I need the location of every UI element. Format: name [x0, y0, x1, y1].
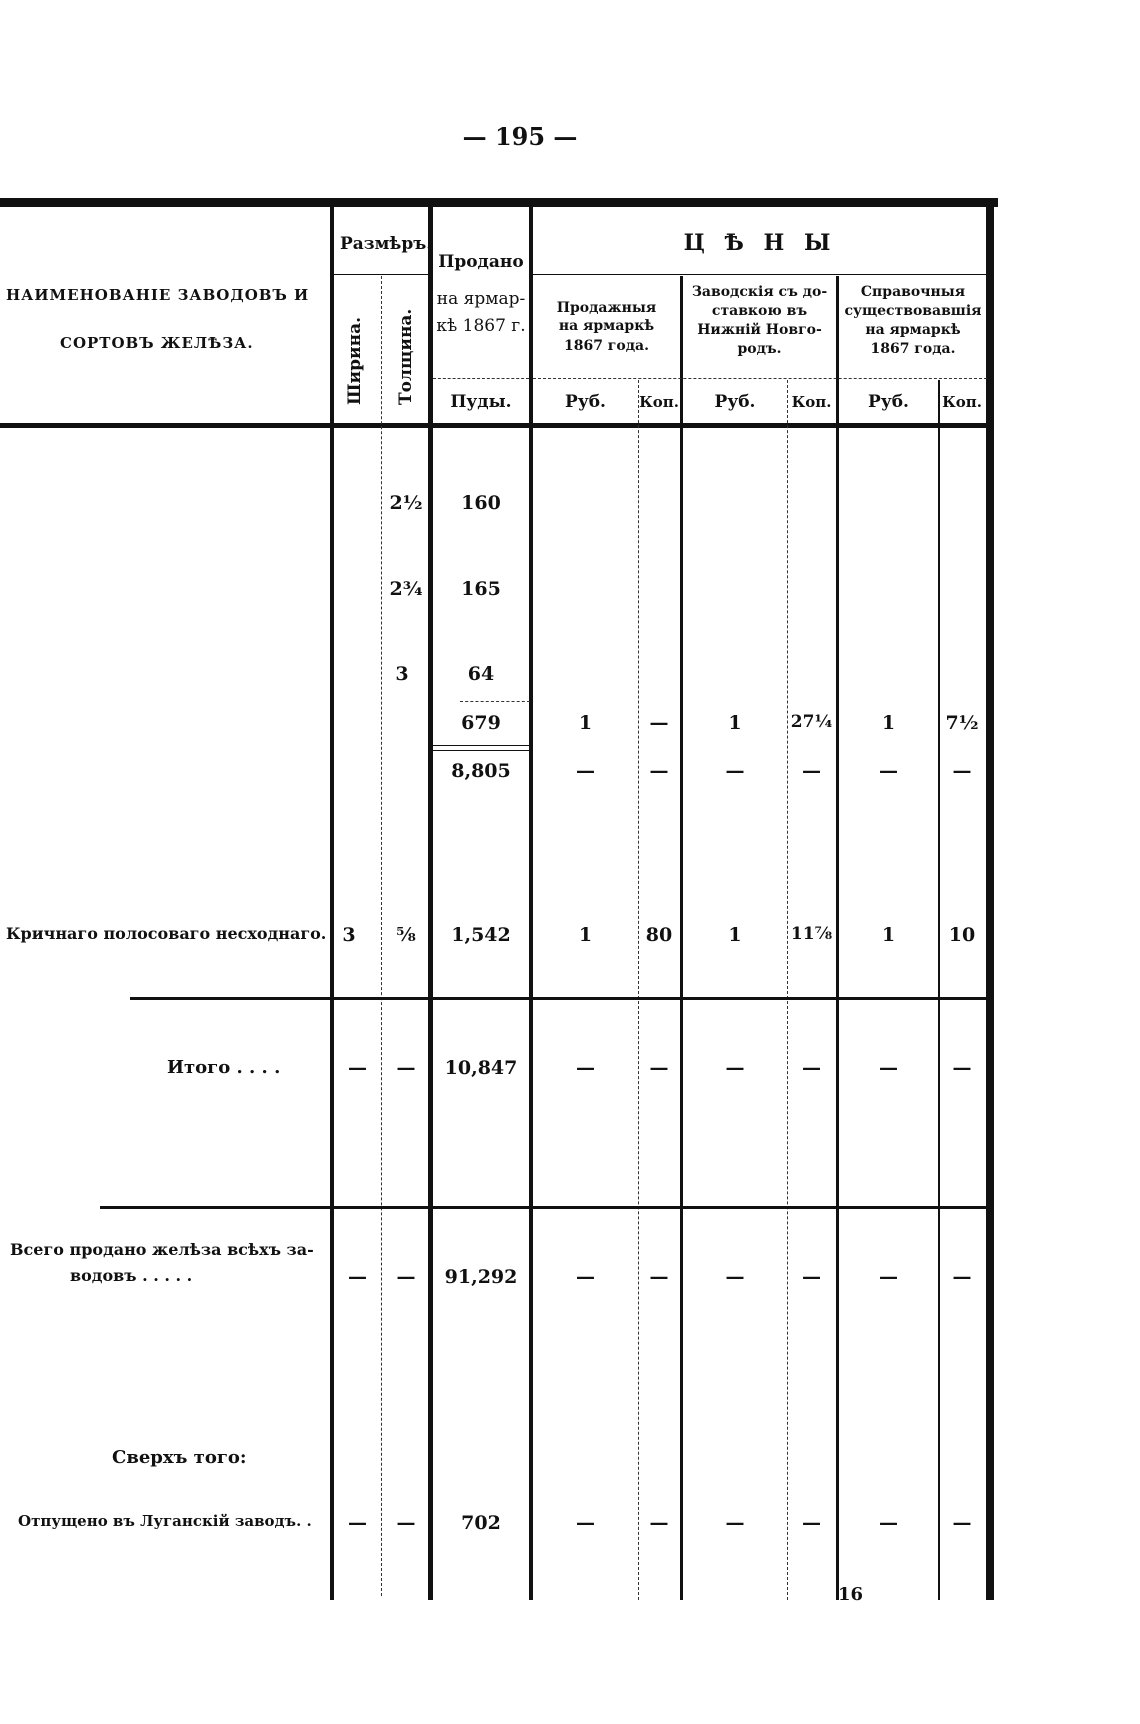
kop3-cell: 10	[948, 924, 976, 946]
rub3-cell: —	[879, 1266, 898, 1288]
rub2-cell: 1	[728, 712, 742, 734]
size-header: Размѣръ.	[340, 234, 433, 254]
thickness-cell: ⅝	[396, 924, 416, 946]
puds-header: Пуды.	[450, 392, 512, 412]
kop1-cell: —	[649, 1266, 669, 1288]
puds-cell: 702	[461, 1512, 501, 1534]
puds-cell: 8,805	[451, 760, 511, 782]
kop2-cell: 27¼	[790, 712, 833, 732]
kop1-cell: —	[649, 760, 669, 782]
puds-cell: 10,847	[444, 1057, 518, 1079]
rub3-cell: —	[879, 1512, 898, 1534]
thickness-cell: 2¾	[389, 578, 423, 600]
thickness-cell: —	[396, 1266, 416, 1288]
puds-cell: 91,292	[444, 1266, 518, 1288]
thickness-cell: 3	[395, 663, 409, 685]
rub-header-1: Руб.	[565, 392, 606, 412]
kop2-cell: —	[802, 1266, 821, 1288]
thickness-cell: 2½	[389, 492, 423, 514]
thickness-cell: —	[396, 1057, 416, 1079]
rub1-cell: 1	[578, 712, 593, 734]
row-name-cont: водовъ . . . . .	[70, 1266, 193, 1285]
puds-cell: 1,542	[451, 924, 511, 946]
row-name: Итого . . . .	[167, 1057, 281, 1078]
ref-prices-4: 1867 года.	[870, 341, 956, 357]
rub2-cell: —	[725, 760, 745, 782]
kop2-cell: —	[802, 1512, 821, 1534]
rub3-cell: —	[879, 760, 898, 782]
rub-header-2: Руб.	[714, 392, 756, 412]
sale-prices-1: Продажныя	[556, 300, 657, 316]
rub2-cell: —	[725, 1057, 745, 1079]
kop1-cell: —	[649, 1057, 669, 1079]
kop1-cell: —	[649, 712, 669, 734]
rub2-cell: —	[725, 1266, 745, 1288]
rub3-cell: 1	[881, 924, 896, 946]
rub1-cell: —	[576, 1266, 595, 1288]
kop2-cell: —	[802, 1057, 821, 1079]
kop3-cell: —	[952, 1057, 972, 1079]
kop-header-1: Коп.	[639, 393, 679, 411]
ref-prices-1: Справочныя	[860, 284, 966, 300]
width-cell: 3	[342, 924, 356, 946]
rub1-cell: —	[576, 1057, 595, 1079]
kop-header-2: Коп.	[791, 393, 832, 411]
thickness-cell: —	[396, 1512, 416, 1534]
footer-number: 16	[838, 1584, 864, 1605]
width-cell: —	[348, 1266, 367, 1288]
rub1-cell: —	[576, 1512, 595, 1534]
sold-header-1: Продано	[438, 252, 524, 272]
puds-cell: 160	[461, 492, 501, 514]
prices-header: Ц Ѣ Н Ы	[683, 230, 837, 256]
name-col-header-2: СОРТОВЪ ЖЕЛѢЗА.	[60, 334, 254, 352]
sale-prices-2: на ярмаркѣ	[558, 318, 655, 334]
right-border	[986, 200, 994, 1600]
puds-cell: 64	[467, 663, 495, 685]
ref-prices-3: на ярмаркѣ	[865, 322, 961, 338]
factory-prices-2: ставкою въ	[711, 303, 808, 319]
rub3-cell: —	[879, 1057, 898, 1079]
puds-cell: 679	[461, 712, 501, 734]
name-col-header-1: НАИМЕНОВАНІЕ ЗАВОДОВЪ И	[6, 286, 310, 304]
thickness-header: Толщина.	[396, 308, 416, 405]
width-cell: —	[348, 1057, 367, 1079]
kop1-cell: —	[649, 1512, 669, 1534]
kop1-cell: 80	[645, 924, 673, 946]
kop3-cell: —	[952, 1512, 972, 1534]
kop3-cell: 7½	[945, 712, 979, 734]
ref-prices-2: существовавшія	[844, 303, 982, 319]
width-header: Ширина.	[345, 316, 365, 405]
header-rule	[0, 423, 990, 428]
rub1-cell: —	[576, 760, 595, 782]
sold-header-3: кѣ 1867 г.	[436, 316, 526, 336]
rub3-cell: 1	[881, 712, 896, 734]
row-name: Кричнаго полосоваго несходнаго.	[6, 924, 327, 943]
rub-header-3: Руб.	[868, 392, 909, 412]
factory-prices-3: Нижній Новго-	[697, 322, 822, 338]
kop3-cell: —	[952, 760, 972, 782]
puds-cell: 165	[461, 578, 501, 600]
top-rule	[0, 198, 998, 207]
kop3-cell: —	[952, 1266, 972, 1288]
width-cell: —	[348, 1512, 367, 1534]
sold-header-2: на ярмар-	[436, 289, 526, 309]
sale-prices-3: 1867 года.	[563, 338, 650, 354]
rub2-cell: 1	[728, 924, 742, 946]
factory-prices-4: родъ.	[737, 341, 782, 357]
page-number: — 195 —	[462, 122, 578, 151]
factory-prices-1: Заводскія съ до-	[691, 284, 828, 300]
row-name: Сверхъ того:	[112, 1447, 247, 1468]
kop2-cell: —	[802, 760, 821, 782]
row-name: Отпущено въ Луганскій заводъ. .	[18, 1512, 312, 1530]
rub1-cell: 1	[578, 924, 593, 946]
row-name: Всего продано желѣза всѣхъ за-	[10, 1240, 314, 1259]
kop-header-3: Коп.	[942, 393, 982, 411]
kop2-cell: 11⅞	[790, 924, 833, 944]
rub2-cell: —	[725, 1512, 745, 1534]
